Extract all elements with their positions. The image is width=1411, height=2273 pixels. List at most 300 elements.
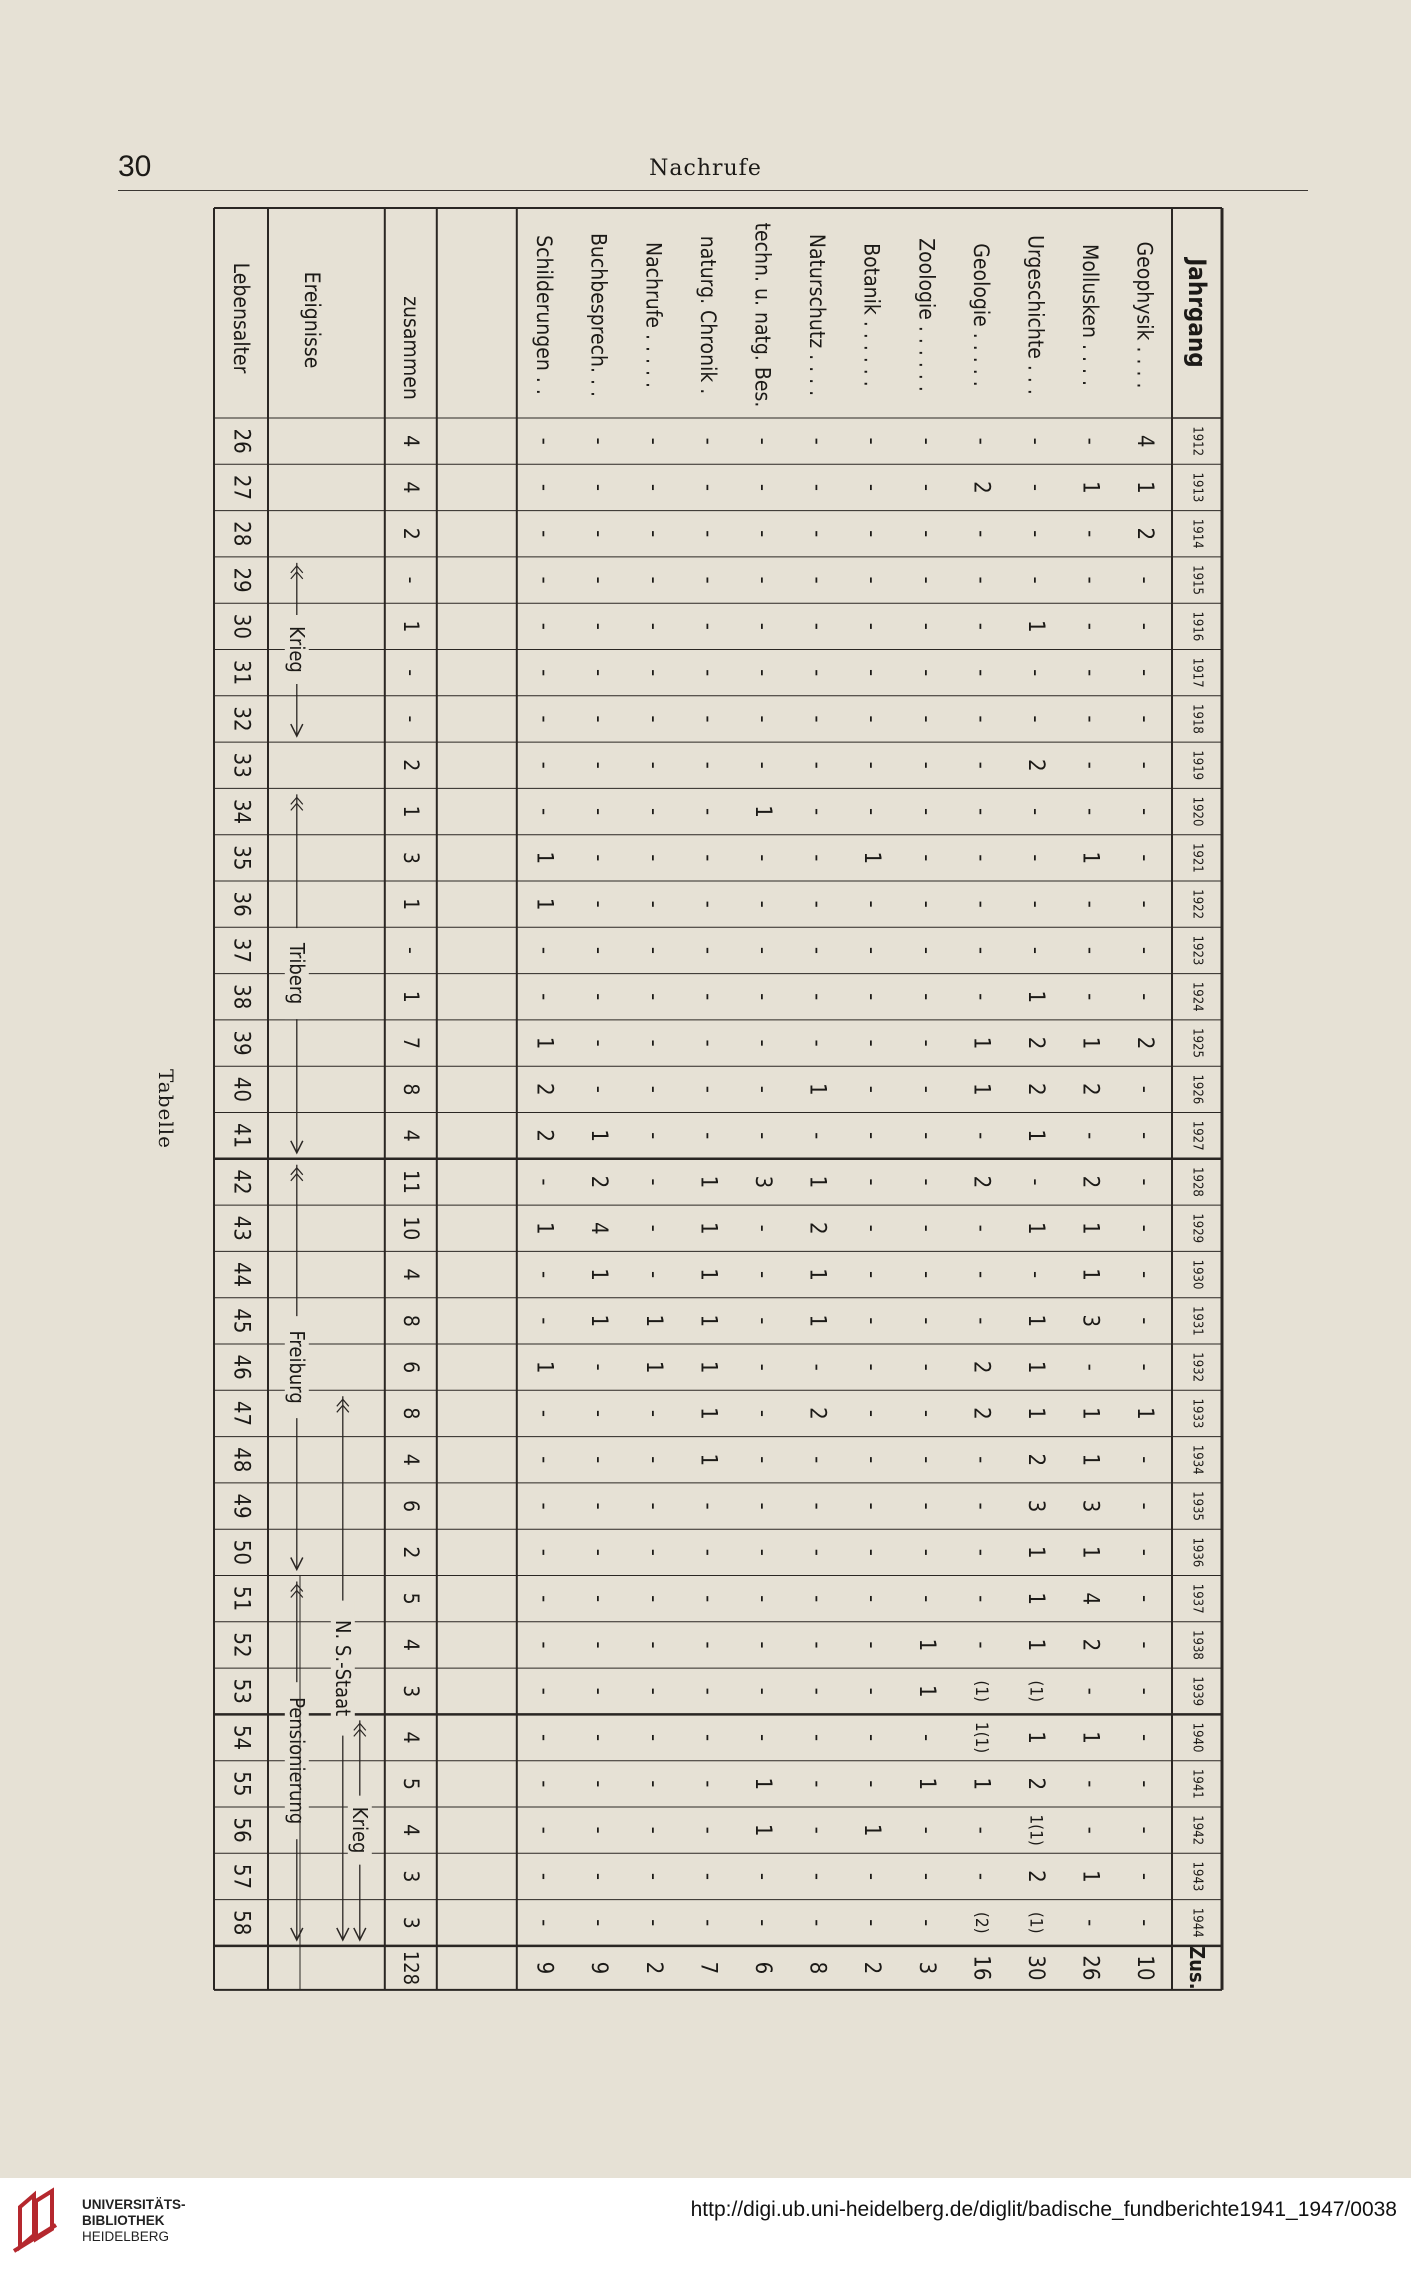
table-cell: - bbox=[1132, 1502, 1158, 1510]
table-cell: - bbox=[1023, 946, 1048, 955]
table-cell: - bbox=[586, 530, 612, 538]
table-cell: - bbox=[1132, 1224, 1158, 1232]
age-cell: 48 bbox=[228, 1447, 254, 1473]
source-url-link[interactable]: http://digi.ub.uni-heidelberg.de/diglit/badische_fundberichte1941_1947/0038 bbox=[690, 2198, 1397, 2221]
year-label: 1915 bbox=[1189, 565, 1205, 595]
year-label: 1928 bbox=[1189, 1167, 1205, 1197]
table-cell: 1 bbox=[1023, 1638, 1048, 1652]
table-cell: - bbox=[968, 715, 994, 723]
table-cell: - bbox=[586, 807, 612, 816]
table-cell: - bbox=[586, 1595, 612, 1603]
table-cell: - bbox=[1132, 622, 1158, 630]
table-cell: - bbox=[1132, 1872, 1158, 1881]
table-cell: - bbox=[1132, 1456, 1158, 1464]
sum-cell: 1 bbox=[398, 898, 423, 911]
age-cell: 33 bbox=[228, 752, 254, 778]
table-cell: - bbox=[640, 1872, 666, 1881]
table-cell: - bbox=[804, 1363, 830, 1371]
table-cell: 1 bbox=[695, 1360, 721, 1374]
year-label: 1917 bbox=[1189, 657, 1205, 688]
sum-cell: 3 bbox=[398, 1685, 423, 1698]
table-cell: - bbox=[913, 622, 939, 630]
table-cell: - bbox=[750, 1224, 775, 1232]
table-cell: - bbox=[586, 900, 612, 908]
table-cell: 2 bbox=[1023, 1870, 1048, 1883]
library-name-line-1: UNIVERSITÄTS- bbox=[82, 2197, 186, 2212]
table-cell: - bbox=[913, 1317, 939, 1325]
year-label: 1931 bbox=[1189, 1305, 1205, 1336]
sum-cell: 6 bbox=[398, 1500, 423, 1513]
table-cell: - bbox=[859, 715, 885, 723]
table-cell: - bbox=[968, 1456, 994, 1464]
table-cell: 2 bbox=[968, 1407, 994, 1420]
table-cell: - bbox=[1132, 715, 1158, 723]
table-cell: 2 bbox=[968, 481, 994, 494]
table-cell: 1 bbox=[968, 1036, 994, 1050]
table-cell: - bbox=[968, 761, 994, 769]
row-label: Zoologie . . . . . . bbox=[914, 238, 939, 392]
table-cell: - bbox=[913, 1039, 939, 1047]
table-cell: - bbox=[1132, 761, 1158, 769]
table-cell: 1 bbox=[1023, 1129, 1048, 1142]
table-cell: - bbox=[531, 1409, 557, 1418]
year-label: 1914 bbox=[1189, 518, 1205, 549]
age-cell: 52 bbox=[228, 1632, 254, 1658]
table-cell: - bbox=[913, 1409, 939, 1418]
year-label: 1922 bbox=[1189, 889, 1205, 920]
table-cell: - bbox=[695, 669, 721, 677]
table-cell: - bbox=[1077, 669, 1103, 677]
table-cell: - bbox=[859, 1872, 885, 1881]
table-cell: (1) bbox=[970, 1680, 991, 1703]
row-total: 2 bbox=[640, 1961, 666, 1975]
table-cell: - bbox=[1132, 1178, 1158, 1186]
year-label: 1919 bbox=[1189, 750, 1205, 781]
row-label: Naturschutz . . . . bbox=[805, 233, 830, 397]
table-cell: - bbox=[695, 576, 721, 584]
table-cell: - bbox=[586, 1363, 612, 1371]
table-cell: 1 bbox=[1023, 1360, 1048, 1374]
table-cell: - bbox=[586, 1456, 612, 1464]
running-head: Nachrufe bbox=[649, 156, 762, 181]
table-cell: - bbox=[804, 1687, 830, 1695]
table-cell: - bbox=[968, 854, 994, 862]
table-cell: - bbox=[968, 1317, 994, 1325]
table-cell: - bbox=[859, 1132, 885, 1140]
table-cell: - bbox=[1132, 1780, 1158, 1788]
table-cell: - bbox=[640, 669, 666, 677]
table-cell: - bbox=[695, 1826, 721, 1834]
table-cell: - bbox=[1132, 1548, 1158, 1556]
table-cell: - bbox=[640, 1085, 666, 1093]
table-cell: - bbox=[804, 669, 830, 677]
table-cell: - bbox=[586, 761, 612, 769]
table-cell: - bbox=[913, 576, 939, 584]
table-cell: - bbox=[1077, 1826, 1103, 1834]
age-cell: 27 bbox=[228, 474, 254, 501]
table-cell: - bbox=[1132, 854, 1158, 862]
table-cell: 1 bbox=[1132, 481, 1158, 494]
table-cell: - bbox=[640, 854, 666, 862]
table-cell: - bbox=[968, 1224, 994, 1232]
table-cell: 1 bbox=[531, 897, 557, 911]
table-cell: - bbox=[804, 993, 830, 1001]
table-cell: - bbox=[531, 1687, 557, 1695]
sum-cell: 4 bbox=[398, 1824, 423, 1837]
table-cell: - bbox=[531, 1872, 557, 1881]
table-cell: 1 bbox=[804, 1083, 830, 1096]
table-cell: - bbox=[913, 1085, 939, 1093]
table-cell: - bbox=[531, 1641, 557, 1649]
table-cell: - bbox=[804, 1733, 830, 1742]
table-cell: - bbox=[804, 1548, 830, 1556]
table-cell: 2 bbox=[531, 1083, 557, 1096]
table-cell: - bbox=[804, 437, 830, 445]
table-cell: - bbox=[859, 1317, 885, 1325]
table-cell: - bbox=[859, 1780, 885, 1788]
sum-cell: 8 bbox=[398, 1407, 423, 1420]
year-label: 1937 bbox=[1189, 1583, 1205, 1614]
table-cell: - bbox=[913, 437, 939, 445]
age-cell: 40 bbox=[228, 1076, 254, 1102]
table-cell: - bbox=[695, 1548, 721, 1556]
table-cell: 1 bbox=[804, 1175, 830, 1189]
table-cell: - bbox=[1132, 1132, 1158, 1140]
age-cell: 57 bbox=[228, 1863, 254, 1890]
table-cell: 1 bbox=[804, 1268, 830, 1281]
table-cell: - bbox=[531, 761, 557, 769]
row-label: Geologie . . . . . bbox=[968, 243, 993, 387]
table-cell: - bbox=[531, 437, 557, 445]
table-cell: - bbox=[804, 1872, 830, 1881]
table-cell: - bbox=[913, 1548, 939, 1556]
table-cell: - bbox=[968, 1826, 994, 1834]
table-cell: - bbox=[968, 622, 994, 630]
table-cell: - bbox=[695, 1502, 721, 1510]
table-cell: - bbox=[859, 483, 885, 492]
sum-cell: 11 bbox=[398, 1169, 423, 1194]
table-cell: - bbox=[640, 1641, 666, 1649]
table-cell: - bbox=[859, 807, 885, 816]
table-cell: - bbox=[804, 1502, 830, 1510]
table-cell: 2 bbox=[1132, 1036, 1158, 1050]
row-total: 30 bbox=[1023, 1955, 1048, 1981]
table-cell: - bbox=[1023, 715, 1048, 723]
table-cell: 4 bbox=[586, 1221, 612, 1235]
table-cell: - bbox=[695, 530, 721, 538]
row-total: 26 bbox=[1077, 1955, 1103, 1981]
sum-cell: 2 bbox=[398, 527, 423, 540]
table-cell: - bbox=[531, 946, 557, 955]
table-cell: - bbox=[804, 1595, 830, 1603]
table-cell: 4 bbox=[1132, 434, 1158, 448]
table-cell: - bbox=[1077, 761, 1103, 769]
table-cell: 1 bbox=[531, 1036, 557, 1050]
year-label: 1933 bbox=[1189, 1398, 1205, 1429]
year-label: 1916 bbox=[1189, 611, 1205, 642]
table-cell: 3 bbox=[1077, 1314, 1103, 1328]
table-cell: - bbox=[750, 1085, 775, 1093]
table-cell: - bbox=[913, 1363, 939, 1371]
table-cell: - bbox=[750, 530, 775, 538]
age-cell: 53 bbox=[228, 1678, 254, 1704]
table-cell: - bbox=[586, 1872, 612, 1881]
sum-cell: 8 bbox=[398, 1314, 423, 1327]
table-cell: - bbox=[586, 483, 612, 492]
table-cell: - bbox=[586, 1733, 612, 1742]
table-cell: 1 bbox=[1023, 1546, 1048, 1559]
table-cell: - bbox=[1077, 576, 1103, 584]
table-cell: - bbox=[913, 1733, 939, 1742]
sum-cell: 4 bbox=[398, 1453, 423, 1466]
table-cell: 2 bbox=[1023, 1453, 1048, 1467]
table-cell: - bbox=[695, 993, 721, 1001]
table-cell: - bbox=[804, 854, 830, 862]
table-cell: 1 bbox=[1077, 851, 1103, 865]
table-cell: - bbox=[968, 530, 994, 538]
row-total: 16 bbox=[968, 1955, 994, 1981]
table-cell: - bbox=[695, 1595, 721, 1603]
table-cell: 2 bbox=[1077, 1638, 1103, 1652]
table-cell: - bbox=[859, 669, 885, 677]
table-cell: 1 bbox=[640, 1314, 666, 1328]
age-cell: 34 bbox=[228, 798, 254, 825]
table-cell: - bbox=[531, 622, 557, 630]
table-cell: - bbox=[968, 669, 994, 677]
table-cell: - bbox=[859, 576, 885, 584]
row-label: naturg. Chronik . bbox=[695, 235, 720, 395]
table-cell: - bbox=[1132, 1270, 1158, 1279]
table-cell: - bbox=[913, 715, 939, 723]
table-cell: - bbox=[750, 1595, 775, 1603]
table-cell: - bbox=[859, 1363, 885, 1371]
table-cell: 1 bbox=[586, 1268, 612, 1281]
table-cell: - bbox=[695, 1872, 721, 1881]
table-cell: - bbox=[859, 622, 885, 630]
table-cell: - bbox=[586, 1085, 612, 1093]
table-cell: - bbox=[804, 622, 830, 630]
table-cell: - bbox=[1023, 854, 1048, 862]
table-cell: 1 bbox=[695, 1221, 721, 1235]
table-cell: - bbox=[586, 1641, 612, 1649]
event-label: N. S.-Staat bbox=[330, 1620, 355, 1717]
table-cell: - bbox=[695, 1780, 721, 1788]
table-cell: - bbox=[531, 1317, 557, 1325]
year-label: 1923 bbox=[1189, 935, 1205, 966]
age-cell: 41 bbox=[228, 1123, 254, 1149]
table-cell: - bbox=[913, 854, 939, 862]
table-cell: - bbox=[913, 1178, 939, 1186]
table-cell: - bbox=[531, 1456, 557, 1464]
table-cell: - bbox=[531, 1270, 557, 1279]
table-cell: - bbox=[695, 1085, 721, 1093]
sum-cell: 1 bbox=[398, 620, 423, 633]
table-cell: 1 bbox=[695, 1453, 721, 1467]
table-cell: - bbox=[640, 1919, 666, 1927]
table-cell: - bbox=[804, 1456, 830, 1464]
table-cell: - bbox=[968, 1132, 994, 1140]
table-cell: - bbox=[859, 1178, 885, 1186]
table-cell: 1 bbox=[531, 851, 557, 865]
table-cell: - bbox=[1077, 1919, 1103, 1927]
table-cell: - bbox=[1132, 900, 1158, 908]
table-cell: - bbox=[1077, 946, 1103, 955]
table-cell: - bbox=[804, 900, 830, 908]
table-cell: - bbox=[859, 1733, 885, 1742]
table-cell: - bbox=[859, 1270, 885, 1279]
sum-cell: 8 bbox=[398, 1083, 423, 1096]
table-cell: 2 bbox=[1023, 1777, 1048, 1791]
table-cell: - bbox=[531, 807, 557, 816]
table-cell: - bbox=[750, 576, 775, 584]
table-cell: 1 bbox=[1077, 481, 1103, 494]
table-cell: 1 bbox=[695, 1407, 721, 1420]
table-cell: - bbox=[913, 761, 939, 769]
age-cell: 55 bbox=[228, 1771, 254, 1797]
sum-cell: 7 bbox=[398, 1037, 423, 1050]
table-cell: - bbox=[750, 900, 775, 908]
table-cell: - bbox=[640, 1595, 666, 1603]
year-label: 1932 bbox=[1189, 1352, 1205, 1383]
table-cell: (2) bbox=[970, 1911, 991, 1934]
table-cell: - bbox=[1132, 993, 1158, 1001]
age-cell: 47 bbox=[228, 1400, 254, 1427]
sum-cell: 4 bbox=[398, 1638, 423, 1651]
table-cell: - bbox=[586, 1826, 612, 1834]
age-cell: 32 bbox=[228, 706, 254, 732]
year-label: 1940 bbox=[1189, 1722, 1205, 1753]
year-label: 1913 bbox=[1189, 472, 1205, 503]
row-label: Geophysik . . . . bbox=[1132, 241, 1157, 389]
year-label: 1943 bbox=[1189, 1861, 1205, 1892]
table-cell: - bbox=[750, 1872, 775, 1881]
row-total: 7 bbox=[695, 1961, 721, 1975]
table-cell: - bbox=[586, 1687, 612, 1695]
table-cell: - bbox=[586, 669, 612, 677]
table-cell: - bbox=[1132, 1919, 1158, 1927]
table-cell: - bbox=[750, 1132, 775, 1140]
table-cell: - bbox=[913, 900, 939, 908]
table-cell: - bbox=[1132, 1733, 1158, 1742]
table-cell: 2 bbox=[804, 1221, 830, 1235]
table-cell: 2 bbox=[968, 1175, 994, 1189]
table-cell: 2 bbox=[1023, 1083, 1048, 1096]
table-cell: - bbox=[640, 761, 666, 769]
table-cell: - bbox=[586, 715, 612, 723]
table-cell: - bbox=[750, 1502, 775, 1510]
sum-cell: 6 bbox=[398, 1361, 423, 1374]
total-column-label: Zus. bbox=[1185, 1946, 1209, 1990]
table-cell: - bbox=[586, 1409, 612, 1418]
sum-cell: - bbox=[398, 715, 423, 723]
footer-bar bbox=[0, 2178, 1411, 2273]
table-cell: 1 bbox=[750, 1777, 775, 1791]
table-cell: 1 bbox=[1077, 1221, 1103, 1235]
table-cell: - bbox=[695, 1641, 721, 1649]
sum-cell: 4 bbox=[398, 435, 423, 448]
table-cell: - bbox=[750, 437, 775, 445]
table-cell: - bbox=[640, 483, 666, 492]
table-cell: - bbox=[586, 993, 612, 1001]
table-cell: - bbox=[968, 1270, 994, 1279]
table-cell: - bbox=[531, 669, 557, 677]
table-cell: - bbox=[531, 1548, 557, 1556]
table-cell: 1 bbox=[695, 1175, 721, 1189]
table-cell: - bbox=[859, 1641, 885, 1649]
table-cell: - bbox=[695, 900, 721, 908]
table-cell: - bbox=[695, 1687, 721, 1695]
table-cell: - bbox=[1077, 1780, 1103, 1788]
table-cell: - bbox=[750, 1363, 775, 1371]
age-cell: 31 bbox=[228, 660, 254, 686]
table-cell: 1(1) bbox=[970, 1721, 991, 1754]
table-cell: - bbox=[1132, 1317, 1158, 1325]
table-cell: - bbox=[640, 1132, 666, 1140]
table-cell: - bbox=[586, 1919, 612, 1927]
table-cell: - bbox=[586, 946, 612, 955]
sum-cell: 5 bbox=[398, 1592, 423, 1605]
table-cell: - bbox=[859, 437, 885, 445]
table-cell: - bbox=[531, 483, 557, 492]
sum-cell: 1 bbox=[398, 990, 423, 1003]
age-cell: 30 bbox=[228, 613, 254, 639]
age-cell: 29 bbox=[228, 567, 254, 593]
table-cell: 1 bbox=[859, 851, 885, 865]
table-cell: - bbox=[859, 1502, 885, 1510]
table-cell: - bbox=[1132, 1641, 1158, 1649]
corner-label: Jahrgang bbox=[1183, 258, 1211, 368]
age-cell: 56 bbox=[228, 1817, 254, 1843]
table-cell: - bbox=[1077, 1132, 1103, 1140]
table-cell: - bbox=[968, 993, 994, 1001]
table-cell: - bbox=[586, 1502, 612, 1510]
table-cell: 1 bbox=[913, 1684, 939, 1698]
table-cell: - bbox=[1077, 807, 1103, 816]
year-label: 1944 bbox=[1189, 1907, 1205, 1938]
sum-cell: - bbox=[398, 947, 423, 954]
table-cell: - bbox=[804, 1039, 830, 1047]
table-cell: 1 bbox=[1077, 1870, 1103, 1883]
table-cell: - bbox=[804, 946, 830, 955]
sum-cell: 1 bbox=[398, 805, 423, 818]
table-cell: 1 bbox=[695, 1268, 721, 1281]
table-cell: 2 bbox=[1023, 1036, 1048, 1050]
event-label: Pensionierung bbox=[284, 1697, 309, 1825]
table-cell: - bbox=[1077, 900, 1103, 908]
table-cell: - bbox=[1023, 437, 1048, 445]
row-label: Botanik . . . . . . bbox=[859, 243, 884, 387]
table-cell: - bbox=[859, 1687, 885, 1695]
age-cell: 39 bbox=[228, 1030, 254, 1056]
sum-cell: 2 bbox=[398, 1546, 423, 1559]
age-cell: 46 bbox=[228, 1354, 254, 1380]
table-cell: - bbox=[640, 576, 666, 584]
table-cell: - bbox=[859, 1224, 885, 1232]
event-label: Triberg bbox=[284, 942, 309, 1005]
table-cell: 1 bbox=[1023, 990, 1048, 1004]
year-label: 1924 bbox=[1189, 981, 1205, 1012]
table-cell: 2 bbox=[586, 1175, 612, 1189]
table-cell: - bbox=[1132, 1687, 1158, 1695]
table-cell: - bbox=[859, 761, 885, 769]
table-cell: - bbox=[859, 1456, 885, 1464]
row-total: 8 bbox=[804, 1961, 830, 1975]
table-cell: - bbox=[695, 946, 721, 955]
table-cell: - bbox=[968, 1872, 994, 1881]
sum-cell: 3 bbox=[398, 851, 423, 864]
table-cell: 2 bbox=[1077, 1083, 1103, 1096]
table-cell: - bbox=[586, 854, 612, 862]
